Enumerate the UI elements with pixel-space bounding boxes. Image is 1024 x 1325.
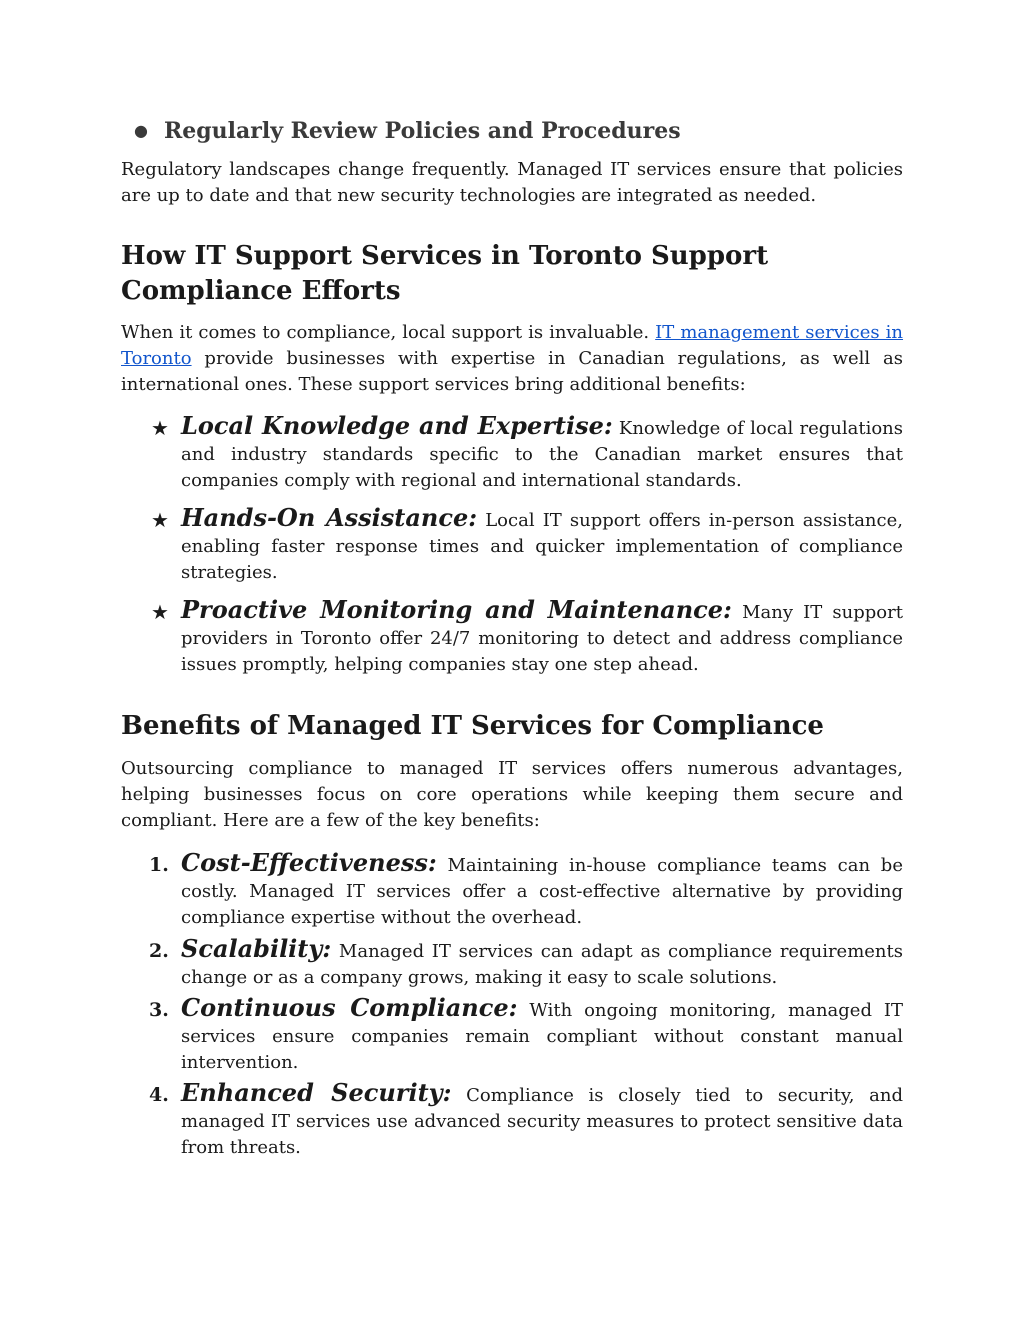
bullet-dot: ●: [134, 121, 148, 140]
star-bullet-icon: ★: [151, 600, 169, 624]
star-bullet-icon: ★: [151, 416, 169, 440]
item-text: Compliance is closely tied to security, and managed IT services use advanced security measures to protect sensitive data from threats.: [181, 1085, 903, 1158]
section-intro-toronto: [121, 320, 903, 398]
list-number: 4.: [149, 1084, 169, 1106]
item-lead: Hands-On Assistance:: [181, 503, 478, 532]
section-heading-toronto: How IT Support Services in Toronto Support Compliance Efforts: [121, 241, 769, 306]
list-number: 1.: [149, 854, 169, 876]
item-text: Local IT support offers in-person assistance, enabling faster response times and quicker implementation of compliance strategies.: [181, 510, 903, 583]
it-management-link[interactable]: IT management services in Toronto: [121, 322, 904, 369]
item-lead: Continuous Compliance:: [181, 993, 518, 1022]
item-lead: Enhanced Security:: [181, 1078, 452, 1107]
item-lead: Local Knowledge and Expertise:: [181, 411, 613, 440]
item-lead: Scalability:: [181, 934, 332, 963]
section-intro-benefits: Outsourcing compliance to managed IT services offers numerous advantages, helping businesses focus on core operations while keeping them secure and compliant. Here are a few of the key benefits:: [121, 758, 903, 831]
item-text: With ongoing monitoring, managed IT services ensure companies remain compliant without constant manual intervention.: [181, 1000, 904, 1073]
item-lead: Cost-Effectiveness:: [181, 848, 437, 877]
item-text: Managed IT services can adapt as compliance requirements change or as a company grows, making it easy to scale solutions.: [181, 941, 903, 988]
item-text: Many IT support providers in Toronto offer 24/7 monitoring to detect and address compliance issues promptly, helping companies stay one step ahead.: [181, 602, 903, 675]
star-bullet-icon: ★: [151, 508, 169, 532]
bullet-heading-title: Regularly Review Policies and Procedures: [163, 118, 681, 144]
intro-text-after-link: provide businesses with expertise in Canadian regulations, as well as international ones. These support services bring additional benefits:: [121, 348, 903, 395]
item-text: Knowledge of local regulations and industry standards specific to the Canadian market ensures that companies comply with regional and international standards.: [181, 418, 903, 491]
item-lead: Proactive Monitoring and Maintenance:: [181, 595, 732, 624]
bullet-heading: [134, 118, 681, 144]
section-heading-benefits: Benefits of Managed IT Services for Compliance: [121, 711, 824, 741]
bullet-paragraph: Regulatory landscapes change frequently. Managed IT services ensure that policies are up to date and that new security technologies are integrated as needed.: [121, 159, 903, 206]
item-text: Maintaining in-house compliance teams can be costly. Managed IT services offer a cost-effective alternative by providing compliance expertise without the overhead.: [181, 855, 903, 928]
list-number: 3.: [149, 999, 169, 1021]
intro-text-before-link: When it comes to compliance, local support is invaluable.: [121, 322, 656, 343]
list-number: 2.: [149, 940, 169, 962]
